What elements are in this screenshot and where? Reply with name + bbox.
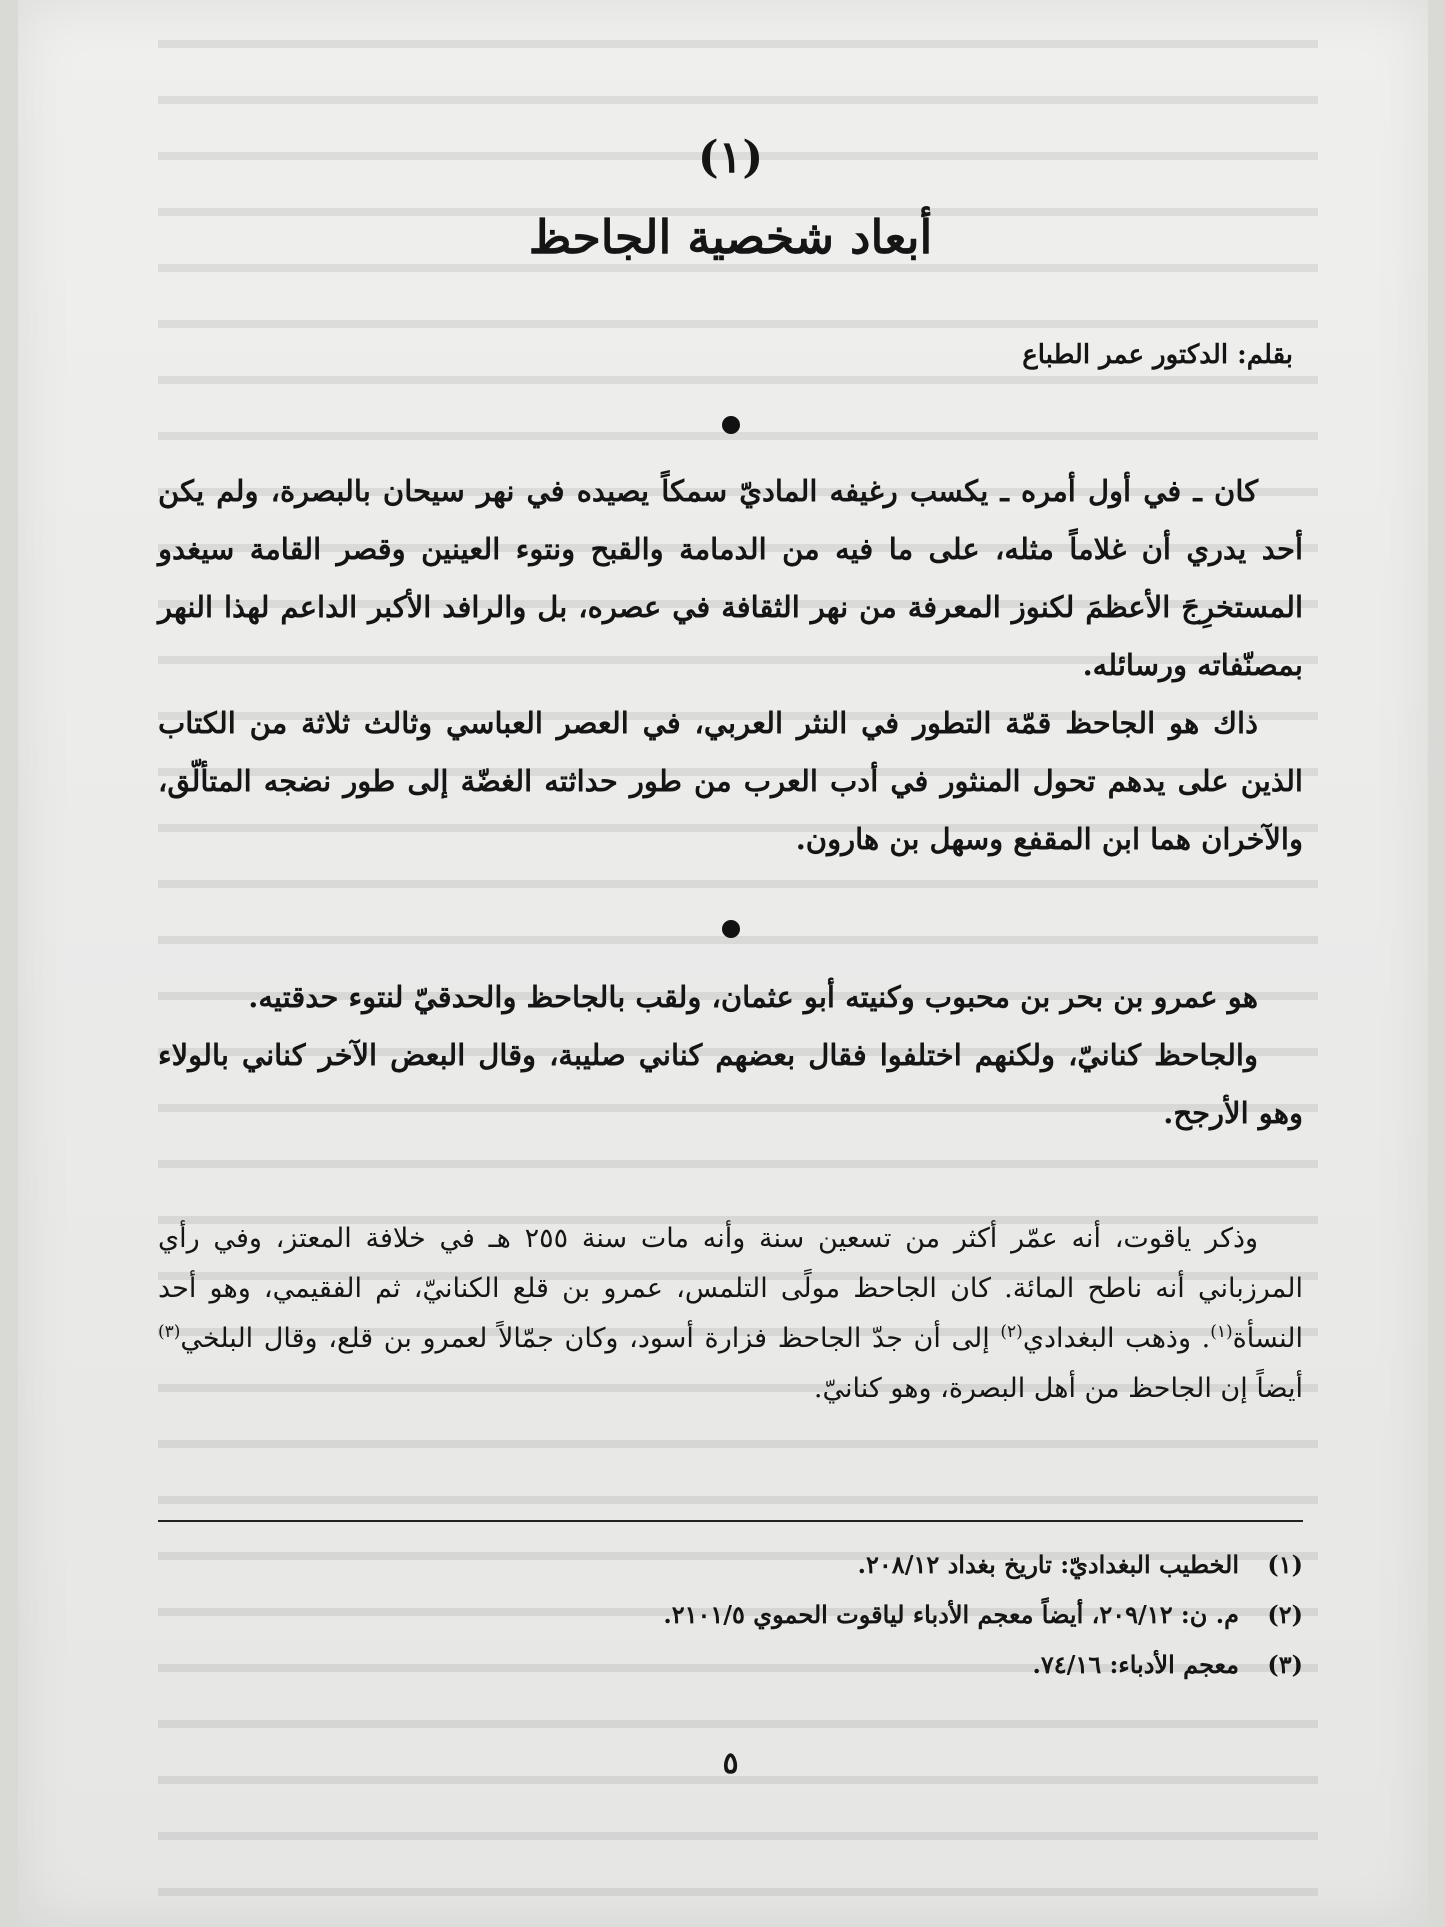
chapter-number: (١) xyxy=(697,132,764,183)
footnote xyxy=(158,1640,1303,1690)
text-run: وذكر ياقوت، أنه عمّر أكثر من تسعين سنة وأنه مات سنة ٢٥٥ هـ في خلافة المعتز، وفي رأي المرزباني أنه ناطح المائة. كان الجاحظ مولًى التلمس، عمرو بن قلع الكنانيّ، ثم الفقيمي، وهو أحد النسأة xyxy=(158,1223,1303,1354)
text-run: أيضاً إن الجاحظ من أهل البصرة، وهو كنانيّ. xyxy=(813,1373,1303,1404)
text-run: . وذهب البغدادي xyxy=(1022,1323,1211,1354)
section-2 xyxy=(158,968,1303,1142)
paragraph: هو عمرو بن بحر بن محبوب وكنيته أبو عثمان، ولقب بالجاحظ والحدقيّ لنتوء حدقتيه. xyxy=(248,980,1258,1014)
footnote xyxy=(158,1540,1303,1590)
page-number: ٥ xyxy=(722,1746,739,1781)
section-divider-dot xyxy=(722,920,740,938)
book-page xyxy=(18,0,1428,1927)
paragraph: والجاحظ كنانيّ، ولكنهم اختلفوا فقال بعضهم كناني صليبة، وقال البعض الآخر كناني بالولاء وهو الأرجح. xyxy=(158,1038,1303,1130)
footnote-text: الخطيب البغداديّ: تاريخ بغداد ٢٠٨/١٢. xyxy=(857,1550,1239,1579)
text-run: إلى أن جدّ الجاحظ فزارة أسود، وكان جمّالاً لعمرو بن قلع، وقال البلخي xyxy=(180,1323,1001,1354)
footnote-number: (٣) xyxy=(1267,1650,1303,1679)
footnote-text: م. ن: ٢٠٩/١٢، أيضاً معجم الأدباء لياقوت الحموي ٢١٠١/٥. xyxy=(663,1600,1239,1629)
section-1 xyxy=(158,462,1303,868)
section-divider-dot xyxy=(722,416,740,434)
chapter-title: أبعاد شخصية الجاحظ xyxy=(528,210,933,264)
footnote-ref: (٣) xyxy=(158,1322,181,1342)
footnote-ref: (٢) xyxy=(1000,1322,1023,1342)
footnotes xyxy=(158,1540,1303,1690)
paragraph xyxy=(158,1214,1303,1414)
footnote-number: (١) xyxy=(1267,1550,1303,1579)
section-3 xyxy=(158,1214,1303,1414)
footnote-number: (٢) xyxy=(1267,1600,1303,1629)
paragraph: كان ـ في أول أمره ـ يكسب رغيفه الماديّ سمكاً يصيده في نهر سيحان بالبصرة، ولم يكن أحد يدري أن غلاماً مثله، على ما فيه من الدمامة والقبح ونتوء العينين وقصر القامة سيغدو المستخرِجَ الأعظمَ لكنوز المعرفة من نهر الثقافة في عصره، بل والرافد الأكبر الداعم لهذا النهر بمصنّفاته ورسائله. xyxy=(158,474,1303,682)
paragraph: ذاك هو الجاحظ قمّة التطور في النثر العربي، في العصر العباسي وثالث ثلاثة من الكتاب الذين على يدهم تحول المنثور في أدب العرب من طور حداثته الغضّة إلى طور نضجه المتألّق، والآخران هما ابن المقفع وسهل بن هارون. xyxy=(158,706,1303,856)
footnote-text: معجم الأدباء: ٧٤/١٦. xyxy=(1032,1650,1239,1679)
footnote xyxy=(158,1590,1303,1640)
footnote-ref: (١) xyxy=(1210,1322,1233,1342)
footnote-rule xyxy=(158,1520,1303,1522)
author-byline: بقلم: الدكتور عمر الطباع xyxy=(1022,340,1293,370)
